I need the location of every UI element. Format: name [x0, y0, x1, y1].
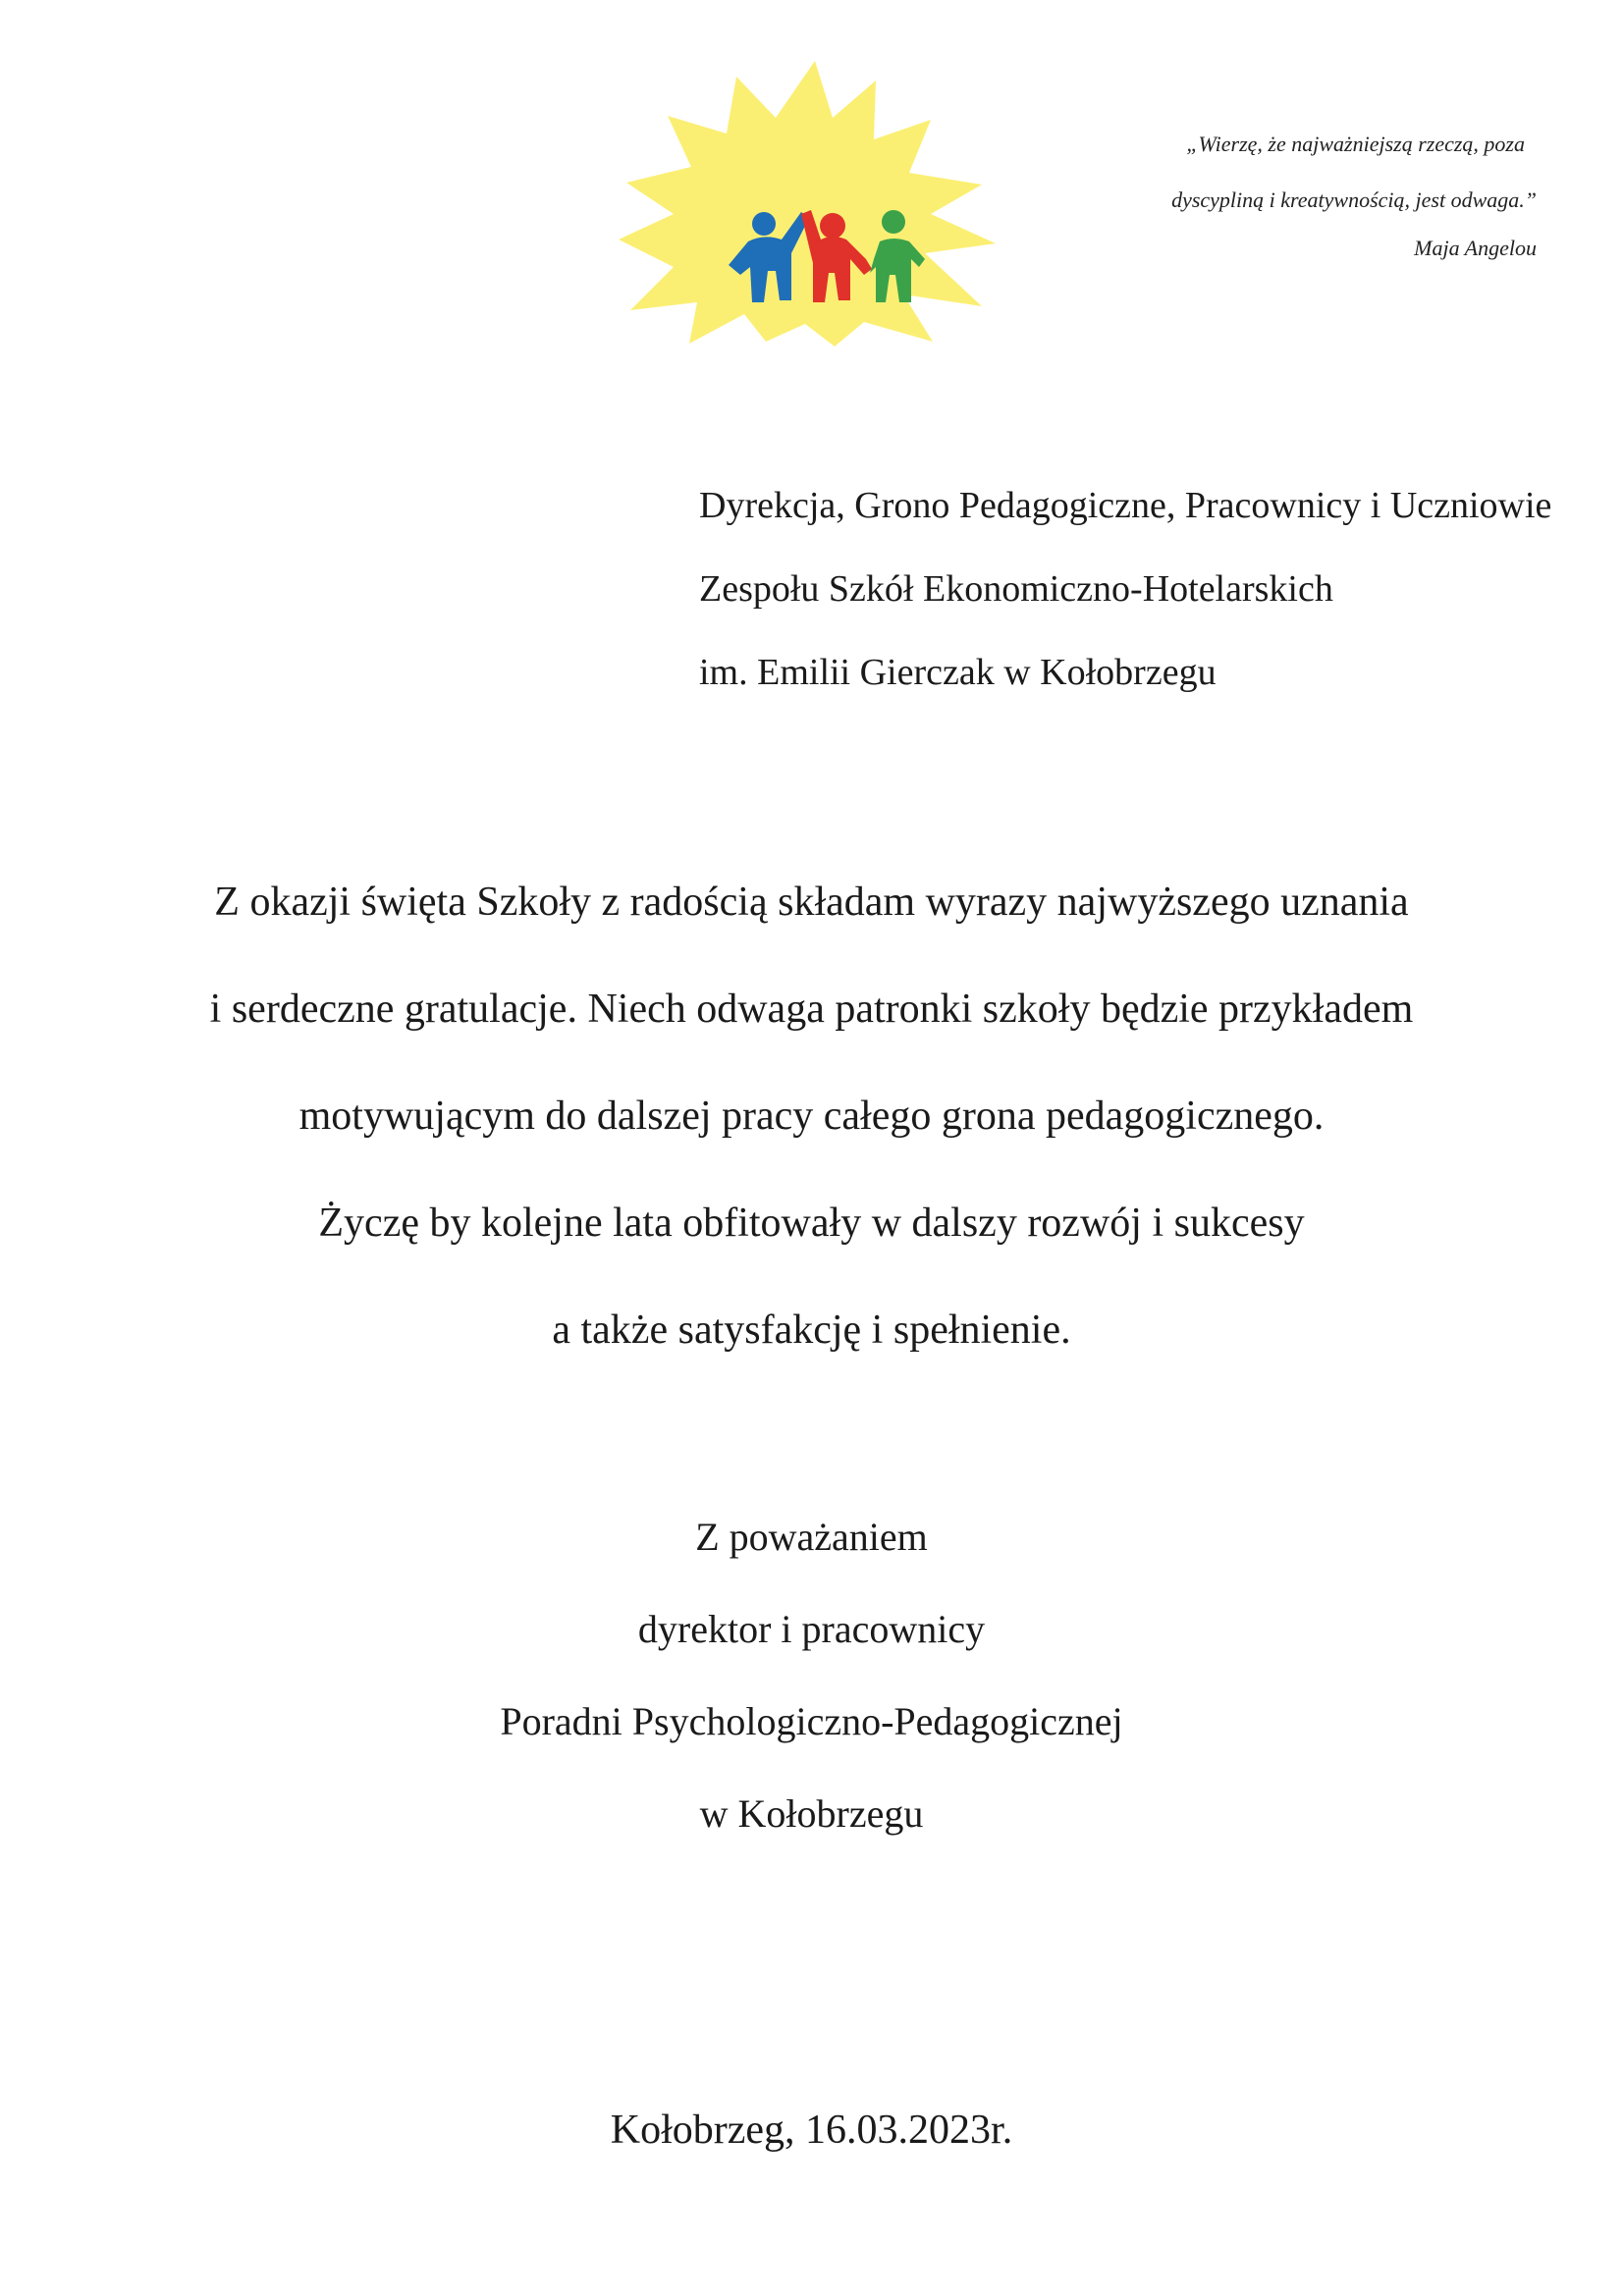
sun-shape — [619, 61, 996, 347]
addressee-line: im. Emilii Gierczak w Kołobrzegu — [699, 652, 1217, 693]
closing-line: Z poważaniem — [695, 1515, 928, 1559]
body-line: a także satysfakcję i spełnienie. — [552, 1308, 1071, 1353]
addressee-line: Dyrekcja, Grono Pedagogiczne, Pracownicy i Uczniowie — [699, 485, 1552, 526]
quote-author: Maja Angelou — [1414, 236, 1537, 260]
body-line: Życzę by kolejne lata obfitowały w dalszy rozwój i sukcesy — [318, 1201, 1305, 1246]
quote-line-1: „Wierzę, że najważniejszą rzeczą, poza — [1186, 132, 1525, 156]
closing-block — [0, 1491, 1623, 1860]
closing-line: w Kołobrzegu — [699, 1791, 924, 1836]
addressee-line: Zespołu Szkół Ekonomiczno-Hotelarskich — [699, 568, 1333, 610]
letter-body — [0, 849, 1623, 1384]
quote-line-2: dyscypliną i kreatywnością, jest odwaga.” — [1171, 187, 1537, 212]
closing-line: Poradni Psychologiczno-Pedagogicznej — [500, 1699, 1123, 1743]
body-line: i serdeczne gratulacje. Niech odwaga patronki szkoły będzie przykładem — [209, 987, 1414, 1032]
body-line: Z okazji święta Szkoły z radością składam wyrazy najwyższego uznania — [214, 880, 1409, 925]
quote-block — [1026, 116, 1537, 269]
addressee-block — [699, 464, 1551, 715]
logo — [619, 57, 1011, 351]
closing-line: dyrektor i pracownicy — [637, 1607, 986, 1651]
body-line: motywującym do dalszej pracy całego grona pedagogicznego. — [298, 1094, 1325, 1139]
place-date: Kołobrzeg, 16.03.2023r. — [610, 2108, 1013, 2153]
